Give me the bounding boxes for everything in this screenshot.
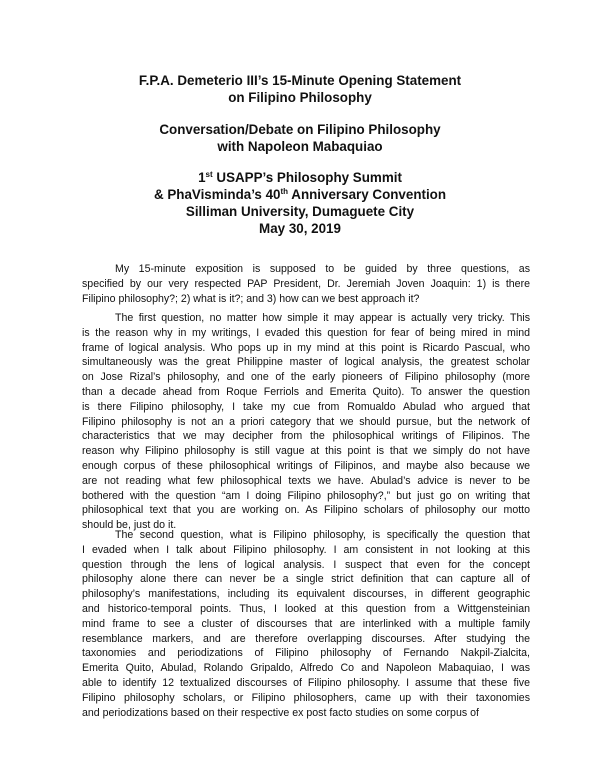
paragraph-second-question (82, 528, 530, 720)
text-line: is there Filipino philosophy, I take my cue from Romualdo Abulad who argued that (82, 400, 530, 413)
text-line: frame of logical analysis. Who pops up in my mind at this point is Ricardo Pascual, who (82, 341, 530, 354)
document-title (60, 72, 540, 106)
convention-name: Anniversary Convention (288, 187, 447, 202)
ordinal-suffix: th (280, 187, 289, 196)
text-line: philosophy’s manifestations, including its equivalent discourses, in different geographic (82, 588, 530, 601)
event-name-line (60, 169, 540, 186)
text-line: Filipino philosophy is not an a priori category that we should pursue, but the network of (82, 415, 530, 428)
text-line: The first question, no matter how simple it may appear is actually very tricky. This (115, 312, 530, 324)
text-line: able to identify 12 textualized discourses of Filipino philosophy. I assume that these five (82, 676, 530, 689)
text-line: The second question, what is Filipino philosophy, is specifically the question that (115, 529, 530, 541)
text-line: My 15-minute exposition is supposed to be guided by three questions, as (115, 263, 530, 275)
text-line: Filipino philosophy scholars, or Filipino philosophers, came up with their taxonomies (82, 691, 530, 704)
event-ordinal: 1 (198, 170, 206, 185)
text-line: I evaded when I talk about Filipino philosophy. I am consistent in not looking at this (82, 543, 530, 556)
date-line: May 30, 2019 (259, 221, 341, 236)
text-line: enough corpus of these philosophical writings of Filipinos, and maybe also because we (82, 459, 530, 472)
text-line: is the reason why in my writings, I evaded this question for fear of being mired in mind (82, 326, 530, 339)
text-line: and historico-temporal points. Thus, I looked at this question from a Wittgensteinian (82, 602, 530, 615)
text-line: should be, just do it. (82, 519, 177, 532)
title-line: on Filipino Philosophy (228, 90, 372, 105)
ordinal-suffix: st (205, 170, 213, 179)
title-line: F.P.A. Demeterio III’s 15-Minute Opening Statement (138, 73, 462, 88)
text-line: characteristics that we may decipher from the philosophical writings of Filipinos. The (82, 430, 530, 443)
text-line: bothered with the question “am I doing Filipino philosophy?,” but just go on writing that (82, 489, 530, 502)
text-line: are not reading what few philosophical texts we have. Abulad’s advice is never to be (82, 474, 530, 487)
text-line: on Jose Rizal’s philosophy, and one of the early pioneers of Filipino philosophy (more (82, 371, 530, 384)
text-line: and periodizations based on their respective ex post facto studies on some corpus of (82, 706, 479, 719)
paragraph-first-question (82, 311, 530, 533)
event-name: USAPP’s Philosophy Summit (212, 170, 402, 185)
event-details (60, 169, 540, 237)
paragraph-intro (82, 262, 530, 306)
convention-line (60, 186, 540, 203)
text-line: question through the lens of logical analysis. I suspect that even for the concept (82, 558, 530, 571)
venue-line: Silliman University, Dumaguete City (185, 204, 415, 219)
text-line: mind frame to see a cluster of discourses that are interlinked with a multiple family (82, 617, 530, 630)
document-subtitle (60, 121, 540, 155)
text-line: resemblance markers, and are therefore overlapping discourses. After studying the (82, 632, 530, 645)
text-line: taxonomies and periodizations of Filipino philosophy of Fernando Nakpil-Zialcita, (82, 647, 530, 660)
text-line: simultaneously was the great Philippine master of logical analysis, the greatest scholar (82, 356, 530, 369)
text-line: specified by our very respected PAP President, Dr. Jeremiah Joven Joaquin: 1) is there (82, 277, 530, 290)
subtitle-line: Conversation/Debate on Filipino Philosophy (159, 122, 441, 137)
text-line: reason why Filipino philosophy is still vague at this point is that we simply do not have (82, 445, 530, 458)
text-line: Filipino philosophy?; 2) what is it?; and 3) how can we best approach it? (82, 292, 420, 305)
subtitle-line: with Napoleon Mabaquiao (217, 139, 383, 154)
text-line: philosophical text that you are working on. As Filipino scholars of philosophy our motto (82, 504, 530, 517)
text-line: philosophy alone there can never be a single strict definition that can capture all of (82, 573, 530, 586)
text-line: Emerita Quito, Abulad, Rolando Gripaldo, Alfredo Co and Napoleon Mabaquiao, I was (82, 662, 530, 675)
convention-prefix: & PhaVisminda’s 40 (153, 187, 281, 202)
text-line: than a decade ahead from Roque Ferriols and Emerita Quito). To answer the question (82, 385, 530, 398)
